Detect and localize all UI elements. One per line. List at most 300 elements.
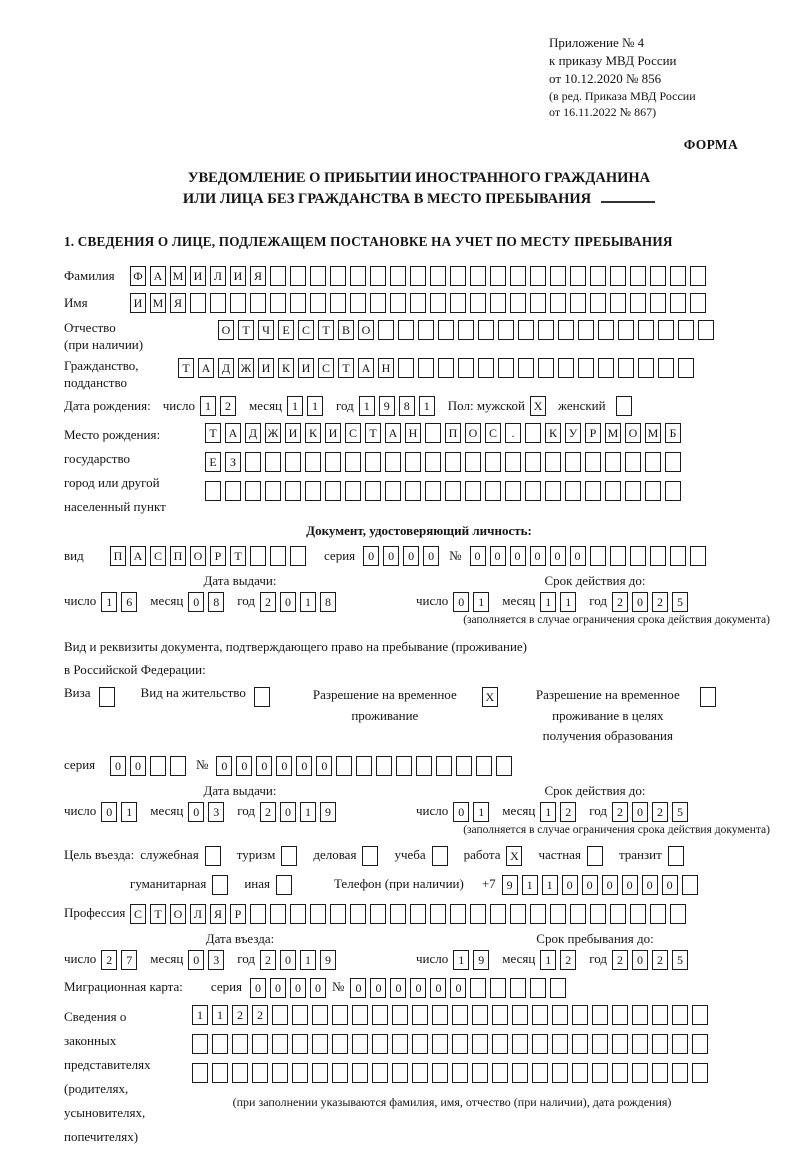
char-box[interactable]	[610, 266, 626, 286]
purpose-official-checkbox[interactable]	[205, 846, 225, 866]
char-box[interactable]	[470, 293, 486, 313]
char-box[interactable]: И	[130, 293, 146, 313]
char-box[interactable]: Ч	[258, 320, 274, 340]
char-box[interactable]	[545, 452, 561, 472]
char-box[interactable]	[638, 320, 654, 340]
char-box[interactable]: 5	[672, 950, 688, 970]
char-box[interactable]	[452, 1063, 468, 1083]
char-box[interactable]	[512, 1005, 528, 1025]
char-box[interactable]: Т	[205, 423, 221, 443]
char-box[interactable]	[362, 846, 378, 866]
char-box[interactable]	[570, 266, 586, 286]
char-box[interactable]	[592, 1034, 608, 1054]
char-box[interactable]	[150, 756, 166, 776]
char-box[interactable]	[325, 481, 341, 501]
entry-until-year-boxes[interactable]	[612, 950, 692, 970]
char-box[interactable]: 0	[270, 978, 286, 998]
char-box[interactable]: 1	[473, 802, 489, 822]
char-box[interactable]	[598, 320, 614, 340]
char-box[interactable]: 0	[188, 802, 204, 822]
char-box[interactable]	[690, 546, 706, 566]
char-box[interactable]: 5	[672, 802, 688, 822]
representatives-boxes-row1[interactable]	[192, 1005, 712, 1025]
char-box[interactable]	[352, 1034, 368, 1054]
char-box[interactable]	[250, 293, 266, 313]
char-box[interactable]	[450, 266, 466, 286]
char-box[interactable]	[672, 1034, 688, 1054]
char-box[interactable]: 0	[410, 978, 426, 998]
char-box[interactable]	[470, 978, 486, 998]
char-box[interactable]: 8	[399, 396, 415, 416]
char-box[interactable]	[512, 1063, 528, 1083]
char-box[interactable]: Е	[205, 452, 221, 472]
char-box[interactable]: 2	[101, 950, 117, 970]
char-box[interactable]	[545, 481, 561, 501]
char-box[interactable]	[472, 1063, 488, 1083]
char-box[interactable]	[192, 1063, 208, 1083]
char-box[interactable]	[430, 293, 446, 313]
char-box[interactable]	[312, 1034, 328, 1054]
char-box[interactable]: 2	[652, 802, 668, 822]
char-box[interactable]	[645, 452, 661, 472]
purpose-private-checkbox[interactable]	[587, 846, 607, 866]
char-box[interactable]	[485, 481, 501, 501]
char-box[interactable]: 1	[419, 396, 435, 416]
char-box[interactable]: У	[565, 423, 581, 443]
char-box[interactable]	[585, 481, 601, 501]
char-box[interactable]	[470, 266, 486, 286]
char-box[interactable]	[658, 320, 674, 340]
char-box[interactable]: С	[345, 423, 361, 443]
char-box[interactable]: X	[506, 846, 522, 866]
char-box[interactable]	[310, 266, 326, 286]
char-box[interactable]: 0	[632, 802, 648, 822]
char-box[interactable]	[472, 1005, 488, 1025]
char-box[interactable]	[458, 358, 474, 378]
identity-valid-month-boxes[interactable]	[540, 592, 580, 612]
char-box[interactable]	[670, 293, 686, 313]
char-box[interactable]	[412, 1063, 428, 1083]
char-box[interactable]	[638, 358, 654, 378]
char-box[interactable]: 9	[320, 950, 336, 970]
char-box[interactable]: X	[530, 396, 546, 416]
char-box[interactable]	[665, 452, 681, 472]
char-box[interactable]: С	[150, 546, 166, 566]
char-box[interactable]	[276, 875, 292, 895]
char-box[interactable]: Л	[190, 904, 206, 924]
char-box[interactable]	[396, 756, 412, 776]
char-box[interactable]	[650, 266, 666, 286]
identity-issue-year-boxes[interactable]	[260, 592, 340, 612]
char-box[interactable]	[450, 904, 466, 924]
char-box[interactable]	[332, 1005, 348, 1025]
char-box[interactable]	[630, 546, 646, 566]
char-box[interactable]	[630, 904, 646, 924]
char-box[interactable]: Т	[150, 904, 166, 924]
char-box[interactable]: 1	[192, 1005, 208, 1025]
char-box[interactable]	[170, 756, 186, 776]
char-box[interactable]: 0	[530, 546, 546, 566]
char-box[interactable]	[490, 904, 506, 924]
char-box[interactable]: 1	[453, 950, 469, 970]
char-box[interactable]: С	[298, 320, 314, 340]
char-box[interactable]: 1	[540, 592, 556, 612]
char-box[interactable]: 0	[280, 592, 296, 612]
identity-issue-day-boxes[interactable]	[101, 592, 141, 612]
char-box[interactable]	[450, 293, 466, 313]
char-box[interactable]	[330, 904, 346, 924]
char-box[interactable]	[612, 1005, 628, 1025]
char-box[interactable]	[510, 978, 526, 998]
char-box[interactable]	[632, 1005, 648, 1025]
char-box[interactable]	[205, 846, 221, 866]
char-box[interactable]: И	[190, 266, 206, 286]
patronymic-boxes[interactable]	[218, 320, 718, 340]
char-box[interactable]	[532, 1063, 548, 1083]
char-box[interactable]	[438, 320, 454, 340]
char-box[interactable]: Ф	[130, 266, 146, 286]
char-box[interactable]: М	[150, 293, 166, 313]
char-box[interactable]: 1	[540, 802, 556, 822]
char-box[interactable]: Р	[585, 423, 601, 443]
char-box[interactable]	[558, 320, 574, 340]
temp-residence-checkbox[interactable]	[482, 685, 502, 707]
char-box[interactable]: И	[230, 266, 246, 286]
entry-month-boxes[interactable]	[188, 950, 228, 970]
birth-place-boxes-row2[interactable]	[205, 452, 685, 472]
char-box[interactable]: 0	[236, 756, 252, 776]
char-box[interactable]	[668, 846, 684, 866]
char-box[interactable]	[678, 358, 694, 378]
char-box[interactable]: О	[358, 320, 374, 340]
char-box[interactable]: 0	[188, 950, 204, 970]
char-box[interactable]	[425, 481, 441, 501]
char-box[interactable]	[365, 481, 381, 501]
char-box[interactable]: 1	[300, 950, 316, 970]
char-box[interactable]	[618, 358, 634, 378]
firstname-boxes[interactable]	[130, 293, 710, 313]
char-box[interactable]	[345, 452, 361, 472]
char-box[interactable]	[485, 452, 501, 472]
char-box[interactable]	[232, 1034, 248, 1054]
char-box[interactable]	[272, 1005, 288, 1025]
char-box[interactable]: 0	[582, 875, 598, 895]
char-box[interactable]	[272, 1063, 288, 1083]
identity-valid-year-boxes[interactable]	[612, 592, 692, 612]
char-box[interactable]	[700, 687, 716, 707]
char-box[interactable]	[498, 358, 514, 378]
char-box[interactable]	[245, 481, 261, 501]
char-box[interactable]: 0	[110, 756, 126, 776]
char-box[interactable]: 1	[212, 1005, 228, 1025]
char-box[interactable]	[692, 1005, 708, 1025]
char-box[interactable]	[505, 481, 521, 501]
char-box[interactable]: Д	[218, 358, 234, 378]
char-box[interactable]	[290, 904, 306, 924]
char-box[interactable]	[445, 481, 461, 501]
char-box[interactable]	[312, 1005, 328, 1025]
char-box[interactable]: М	[605, 423, 621, 443]
char-box[interactable]	[210, 293, 226, 313]
char-box[interactable]	[518, 358, 534, 378]
char-box[interactable]	[682, 875, 698, 895]
char-box[interactable]: А	[358, 358, 374, 378]
stay-valid-year-boxes[interactable]	[612, 802, 692, 822]
char-box[interactable]	[372, 1005, 388, 1025]
char-box[interactable]	[650, 293, 666, 313]
char-box[interactable]: Б	[665, 423, 681, 443]
char-box[interactable]: Ж	[265, 423, 281, 443]
char-box[interactable]	[305, 452, 321, 472]
char-box[interactable]	[370, 904, 386, 924]
char-box[interactable]	[370, 293, 386, 313]
char-box[interactable]	[592, 1005, 608, 1025]
char-box[interactable]	[550, 266, 566, 286]
stay-issue-year-boxes[interactable]	[260, 802, 340, 822]
char-box[interactable]: 0	[280, 802, 296, 822]
char-box[interactable]: 0	[296, 756, 312, 776]
char-box[interactable]	[352, 1063, 368, 1083]
char-box[interactable]	[672, 1005, 688, 1025]
char-box[interactable]: 0	[622, 875, 638, 895]
stay-series-boxes[interactable]	[110, 756, 190, 776]
char-box[interactable]	[678, 320, 694, 340]
identity-series-boxes[interactable]	[363, 546, 443, 566]
char-box[interactable]	[472, 1034, 488, 1054]
char-box[interactable]: 0	[363, 546, 379, 566]
char-box[interactable]: 5	[672, 592, 688, 612]
char-box[interactable]	[405, 452, 421, 472]
char-box[interactable]	[478, 358, 494, 378]
char-box[interactable]	[587, 846, 603, 866]
char-box[interactable]: 2	[252, 1005, 268, 1025]
char-box[interactable]: А	[150, 266, 166, 286]
char-box[interactable]	[332, 1034, 348, 1054]
stay-issue-day-boxes[interactable]	[101, 802, 141, 822]
char-box[interactable]	[398, 358, 414, 378]
char-box[interactable]	[525, 423, 541, 443]
char-box[interactable]	[405, 481, 421, 501]
purpose-work-checkbox[interactable]	[506, 846, 526, 866]
char-box[interactable]	[625, 481, 641, 501]
char-box[interactable]: Е	[278, 320, 294, 340]
char-box[interactable]	[558, 358, 574, 378]
char-box[interactable]	[612, 1034, 628, 1054]
char-box[interactable]: Т	[338, 358, 354, 378]
char-box[interactable]	[345, 481, 361, 501]
char-box[interactable]	[610, 546, 626, 566]
char-box[interactable]: X	[482, 687, 498, 707]
char-box[interactable]: 0	[450, 978, 466, 998]
char-box[interactable]: 0	[280, 950, 296, 970]
char-box[interactable]	[476, 756, 492, 776]
char-box[interactable]: 0	[602, 875, 618, 895]
char-box[interactable]	[352, 1005, 368, 1025]
char-box[interactable]	[410, 266, 426, 286]
char-box[interactable]	[490, 266, 506, 286]
char-box[interactable]	[99, 687, 115, 707]
char-box[interactable]	[510, 266, 526, 286]
char-box[interactable]	[378, 320, 394, 340]
char-box[interactable]	[372, 1063, 388, 1083]
char-box[interactable]	[630, 293, 646, 313]
temp-residence-education-checkbox[interactable]	[700, 685, 720, 707]
char-box[interactable]: О	[218, 320, 234, 340]
char-box[interactable]	[432, 1005, 448, 1025]
char-box[interactable]	[205, 481, 221, 501]
char-box[interactable]	[552, 1063, 568, 1083]
char-box[interactable]: 9	[379, 396, 395, 416]
char-box[interactable]: 2	[652, 950, 668, 970]
char-box[interactable]	[652, 1034, 668, 1054]
char-box[interactable]	[212, 1063, 228, 1083]
birth-month-boxes[interactable]	[287, 396, 327, 416]
char-box[interactable]: 1	[522, 875, 538, 895]
char-box[interactable]: 2	[612, 592, 628, 612]
char-box[interactable]: 0	[430, 978, 446, 998]
char-box[interactable]	[232, 1063, 248, 1083]
char-box[interactable]: И	[298, 358, 314, 378]
char-box[interactable]	[254, 687, 270, 707]
char-box[interactable]: И	[285, 423, 301, 443]
char-box[interactable]: 0	[310, 978, 326, 998]
char-box[interactable]	[456, 756, 472, 776]
char-box[interactable]	[572, 1063, 588, 1083]
entry-day-boxes[interactable]	[101, 950, 141, 970]
char-box[interactable]	[425, 423, 441, 443]
purpose-humanitarian-checkbox[interactable]	[212, 875, 232, 895]
char-box[interactable]	[390, 904, 406, 924]
identity-number-boxes[interactable]	[470, 546, 710, 566]
birth-place-boxes-row3[interactable]	[205, 481, 685, 501]
char-box[interactable]	[478, 320, 494, 340]
char-box[interactable]: 0	[101, 802, 117, 822]
char-box[interactable]	[630, 266, 646, 286]
char-box[interactable]: О	[190, 546, 206, 566]
char-box[interactable]: Т	[318, 320, 334, 340]
char-box[interactable]: 0	[550, 546, 566, 566]
char-box[interactable]: 0	[130, 756, 146, 776]
char-box[interactable]: Л	[210, 266, 226, 286]
identity-kind-boxes[interactable]	[110, 546, 310, 566]
char-box[interactable]	[650, 904, 666, 924]
char-box[interactable]: 2	[612, 950, 628, 970]
char-box[interactable]	[292, 1063, 308, 1083]
char-box[interactable]	[578, 320, 594, 340]
char-box[interactable]	[530, 293, 546, 313]
char-box[interactable]: 2	[232, 1005, 248, 1025]
char-box[interactable]	[525, 481, 541, 501]
representatives-boxes-row3[interactable]	[192, 1063, 712, 1083]
char-box[interactable]: П	[110, 546, 126, 566]
char-box[interactable]	[390, 266, 406, 286]
sex-female-checkbox[interactable]	[616, 396, 636, 416]
char-box[interactable]	[412, 1005, 428, 1025]
char-box[interactable]	[432, 1034, 448, 1054]
char-box[interactable]	[230, 293, 246, 313]
char-box[interactable]: 0	[350, 978, 366, 998]
char-box[interactable]: 0	[570, 546, 586, 566]
char-box[interactable]	[565, 481, 581, 501]
char-box[interactable]: 0	[403, 546, 419, 566]
char-box[interactable]: Я	[210, 904, 226, 924]
char-box[interactable]	[265, 481, 281, 501]
char-box[interactable]: 2	[612, 802, 628, 822]
char-box[interactable]	[310, 293, 326, 313]
char-box[interactable]	[270, 293, 286, 313]
char-box[interactable]	[498, 320, 514, 340]
birth-day-boxes[interactable]	[200, 396, 240, 416]
identity-valid-day-boxes[interactable]	[453, 592, 493, 612]
char-box[interactable]	[570, 293, 586, 313]
char-box[interactable]: Р	[210, 546, 226, 566]
char-box[interactable]	[438, 358, 454, 378]
char-box[interactable]: 0	[290, 978, 306, 998]
char-box[interactable]: 0	[490, 546, 506, 566]
char-box[interactable]	[330, 293, 346, 313]
char-box[interactable]: 0	[562, 875, 578, 895]
char-box[interactable]	[610, 293, 626, 313]
char-box[interactable]	[292, 1005, 308, 1025]
char-box[interactable]	[616, 396, 632, 416]
char-box[interactable]	[590, 266, 606, 286]
char-box[interactable]	[670, 546, 686, 566]
migration-number-boxes[interactable]	[350, 978, 570, 998]
char-box[interactable]	[212, 1034, 228, 1054]
char-box[interactable]: Я	[170, 293, 186, 313]
char-box[interactable]	[332, 1063, 348, 1083]
char-box[interactable]	[658, 358, 674, 378]
char-box[interactable]	[418, 358, 434, 378]
stay-issue-month-boxes[interactable]	[188, 802, 228, 822]
char-box[interactable]: 1	[101, 592, 117, 612]
char-box[interactable]	[490, 978, 506, 998]
char-box[interactable]	[592, 1063, 608, 1083]
char-box[interactable]	[492, 1005, 508, 1025]
char-box[interactable]	[398, 320, 414, 340]
char-box[interactable]	[532, 1005, 548, 1025]
char-box[interactable]: 1	[540, 950, 556, 970]
char-box[interactable]	[392, 1034, 408, 1054]
char-box[interactable]: 1	[473, 592, 489, 612]
char-box[interactable]	[496, 756, 512, 776]
char-box[interactable]	[578, 358, 594, 378]
phone-boxes[interactable]	[502, 875, 702, 895]
char-box[interactable]	[265, 452, 281, 472]
char-box[interactable]: П	[170, 546, 186, 566]
char-box[interactable]: 2	[560, 802, 576, 822]
char-box[interactable]: 2	[260, 802, 276, 822]
char-box[interactable]	[350, 266, 366, 286]
char-box[interactable]: 1	[560, 592, 576, 612]
purpose-other-checkbox[interactable]	[276, 875, 296, 895]
char-box[interactable]	[530, 978, 546, 998]
char-box[interactable]	[350, 904, 366, 924]
char-box[interactable]	[465, 481, 481, 501]
char-box[interactable]	[565, 452, 581, 472]
char-box[interactable]	[572, 1034, 588, 1054]
char-box[interactable]: Р	[230, 904, 246, 924]
char-box[interactable]	[385, 452, 401, 472]
char-box[interactable]: Н	[378, 358, 394, 378]
char-box[interactable]	[618, 320, 634, 340]
char-box[interactable]: 1	[300, 592, 316, 612]
char-box[interactable]: 0	[423, 546, 439, 566]
char-box[interactable]	[252, 1063, 268, 1083]
char-box[interactable]	[412, 1034, 428, 1054]
char-box[interactable]: 9	[320, 802, 336, 822]
char-box[interactable]: 0	[370, 978, 386, 998]
